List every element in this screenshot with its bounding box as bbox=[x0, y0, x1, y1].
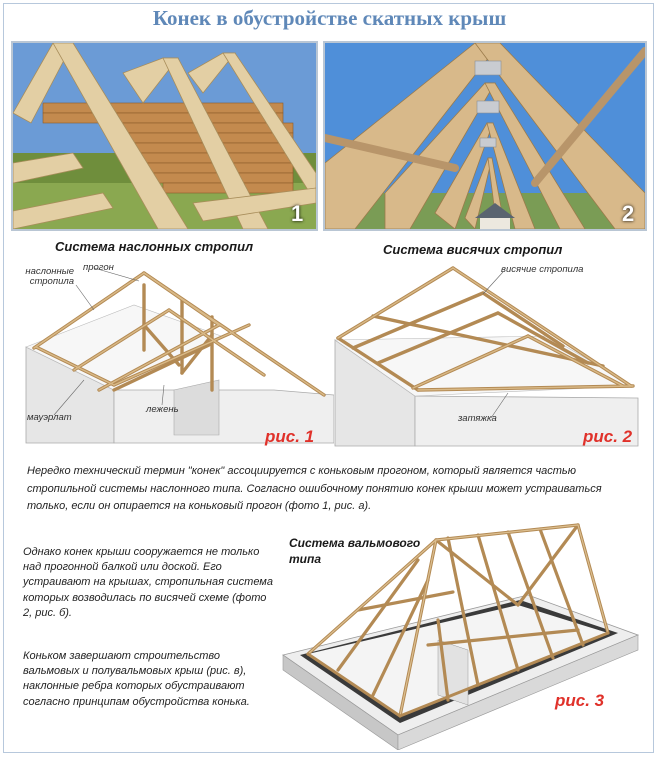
photo-rafters-2 bbox=[323, 41, 647, 231]
photo-rafters-1 bbox=[11, 41, 318, 231]
diagram1-caption: Система наслонных стропил bbox=[55, 239, 254, 254]
label-mauerlat: мауэрлат bbox=[27, 412, 72, 423]
label-tie-beam: затяжка bbox=[458, 413, 497, 424]
page-title: Конек в обустройстве скатных крыш bbox=[152, 6, 507, 30]
paragraph-ridge-purlin: Нередко технический термин "конек" ассоциируется с коньковым прогоном, который является частью стропильной системы наслонного типа. Согласно ошибочному понятию конек крыши может устраиваться только, если он опирается на коньковый прогон (фото 1, рис. а). bbox=[27, 465, 602, 512]
label-suspended-rafters: висячие стропила bbox=[501, 264, 584, 275]
label-rafters: наслонные стропила bbox=[25, 266, 74, 287]
paragraph-suspended: Однако конек крыши сооружается не только над прогонной балкой или доской. Его устраивают на крышах, стропильная система которых возводилась по висячей схеме (фото 2, рис. б). bbox=[23, 546, 273, 619]
diagram2-caption: Система висячих стропил bbox=[383, 242, 563, 257]
label-purlin: прогон bbox=[83, 262, 114, 273]
figure-number-3: рис. 3 bbox=[555, 691, 605, 710]
diagram3-caption: Система вальмового типа bbox=[289, 536, 421, 566]
paragraph-hip-roof: Коньком завершают строительство вальмовых и полувальмовых крыш (рис. в), наклонные ребра которых обустраивают согласно принципам обустройства конька. bbox=[23, 650, 250, 708]
figure-number-1: рис. 1 bbox=[265, 427, 315, 446]
diagram-hip-roof-3 bbox=[278, 520, 648, 750]
label-lezhen: лежень bbox=[146, 404, 179, 415]
figure-number-2: рис. 2 bbox=[583, 427, 633, 446]
photo-number: 2 bbox=[622, 201, 635, 226]
photo-number: 1 bbox=[291, 201, 304, 226]
